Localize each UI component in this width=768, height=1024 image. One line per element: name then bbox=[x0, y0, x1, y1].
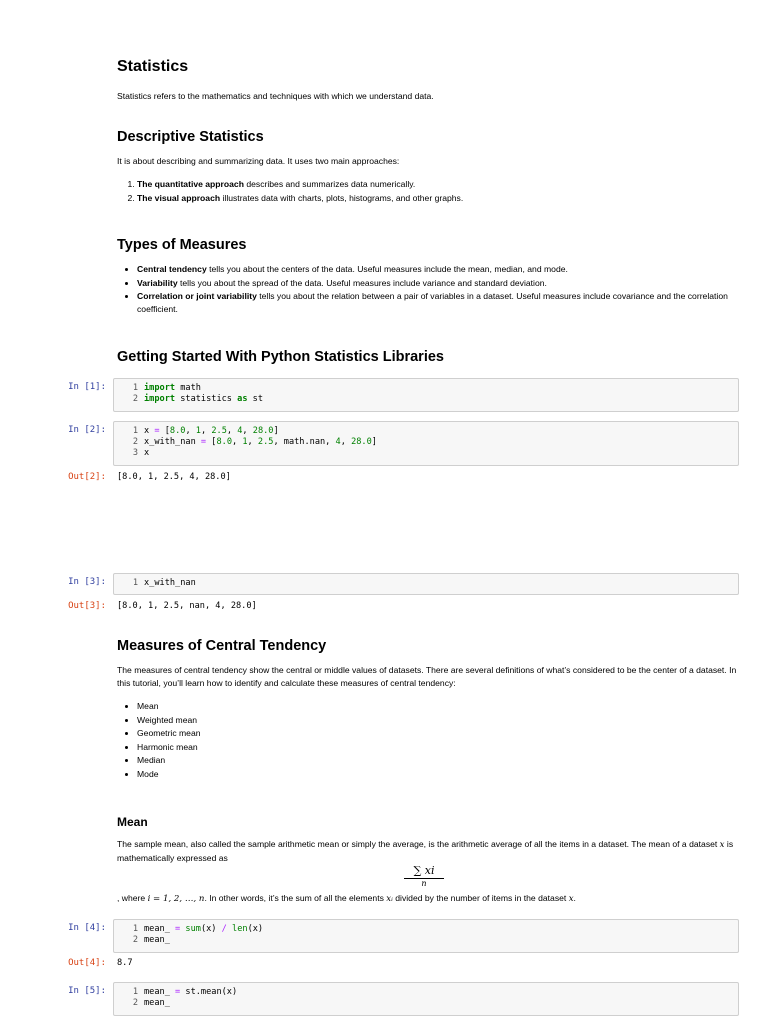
heading-mean: Mean bbox=[117, 815, 148, 829]
heading-getting-started: Getting Started With Python Statistics Libraries bbox=[117, 349, 444, 365]
code-line: 1 x = [8.0, 1, 2.5, 4, 28.0] bbox=[132, 426, 279, 436]
code-line: 1 import math bbox=[132, 383, 201, 393]
code-line: 3 x bbox=[132, 448, 150, 458]
list-item: • Weighted mean bbox=[137, 714, 201, 728]
list-item: • Median bbox=[137, 754, 201, 768]
list-item: • Variability tells you about the spread of the data. Useful measures include variance and standard deviation. bbox=[137, 277, 757, 291]
code-cell[interactable] bbox=[113, 378, 739, 412]
code-line: 2 import statistics as st bbox=[132, 394, 264, 404]
list-item: 1. The quantitative approach describes and summarizes data numerically. bbox=[137, 178, 463, 192]
code-line: 1 x_with_nan bbox=[132, 578, 196, 588]
central-measures-list bbox=[117, 700, 201, 781]
code-cell[interactable] bbox=[113, 982, 739, 1016]
measures-list bbox=[117, 263, 757, 316]
statistics-intro: Statistics refers to the mathematics and techniques with which we understand data. bbox=[117, 91, 434, 101]
list-item: • Central tendency tells you about the centers of the data. Useful measures include the mean, median, and mode. bbox=[137, 263, 757, 277]
cell-prompt-in: In [5]: bbox=[68, 986, 106, 996]
code-cell[interactable] bbox=[113, 919, 739, 953]
code-line: 2 mean_ bbox=[132, 998, 170, 1008]
heading-descriptive-statistics: Descriptive Statistics bbox=[117, 129, 264, 145]
code-cell[interactable] bbox=[113, 573, 739, 595]
heading-central-tendency: Measures of Central Tendency bbox=[117, 638, 327, 654]
heading-statistics: Statistics bbox=[117, 58, 189, 75]
cell-prompt-in: In [3]: bbox=[68, 577, 106, 587]
cell-output: 8.7 bbox=[117, 958, 133, 968]
approaches-list bbox=[117, 178, 463, 205]
cell-prompt-out: Out[2]: bbox=[68, 472, 106, 482]
code-line: 1 mean_ = sum(x) / len(x) bbox=[132, 924, 264, 934]
mean-formula bbox=[404, 864, 444, 888]
heading-types-of-measures: Types of Measures bbox=[117, 237, 247, 253]
formula-numerator: ∑ xi bbox=[404, 864, 444, 879]
cell-prompt-out: Out[4]: bbox=[68, 958, 106, 968]
list-item: 2. The visual approach illustrates data with charts, plots, histograms, and other graphs. bbox=[137, 192, 463, 206]
cell-output: [8.0, 1, 2.5, nan, 4, 28.0] bbox=[117, 601, 257, 611]
cell-prompt-in: In [1]: bbox=[68, 382, 106, 392]
descriptive-intro: It is about describing and summarizing data. It uses two main approaches: bbox=[117, 156, 400, 166]
cell-prompt-out: Out[3]: bbox=[68, 601, 106, 611]
cell-prompt-in: In [4]: bbox=[68, 923, 106, 933]
central-intro: The measures of central tendency show the central or middle values of datasets. There are several definitions of what’s considered to be the center of a dataset. In this tutorial, you’ll learn how to identify and calculate these measures of central tendency: bbox=[117, 665, 737, 688]
mean-definition: The sample mean, also called the sample arithmetic mean or simply the average, is the arithmetic average of all the items in a dataset. The mean of a dataset x is mathematically expressed as bbox=[117, 839, 734, 863]
code-line: 2 x_with_nan = [8.0, 1, 2.5, math.nan, 4, 28.0] bbox=[132, 437, 377, 447]
code-cell[interactable] bbox=[113, 421, 739, 466]
list-item: • Correlation or joint variability tells you about the relation between a pair of variables in a dataset. Useful measures include covariance and the correlation coefficient. bbox=[137, 290, 757, 316]
list-item: • Geometric mean bbox=[137, 727, 201, 741]
code-line: 2 mean_ bbox=[132, 935, 170, 945]
cell-output: [8.0, 1, 2.5, 4, 28.0] bbox=[117, 472, 231, 482]
list-item: • Mean bbox=[137, 700, 201, 714]
cell-prompt-in: In [2]: bbox=[68, 425, 106, 435]
code-line: 1 mean_ = st.mean(x) bbox=[132, 987, 238, 997]
list-item: • Harmonic mean bbox=[137, 741, 201, 755]
list-item: • Mode bbox=[137, 768, 201, 782]
mean-explanation: , where i = 1, 2, …, n. In other words, it’s the sum of all the elements xᵢ divided by the number of items in the dataset x. bbox=[117, 893, 576, 904]
formula-denominator: n bbox=[421, 879, 427, 888]
